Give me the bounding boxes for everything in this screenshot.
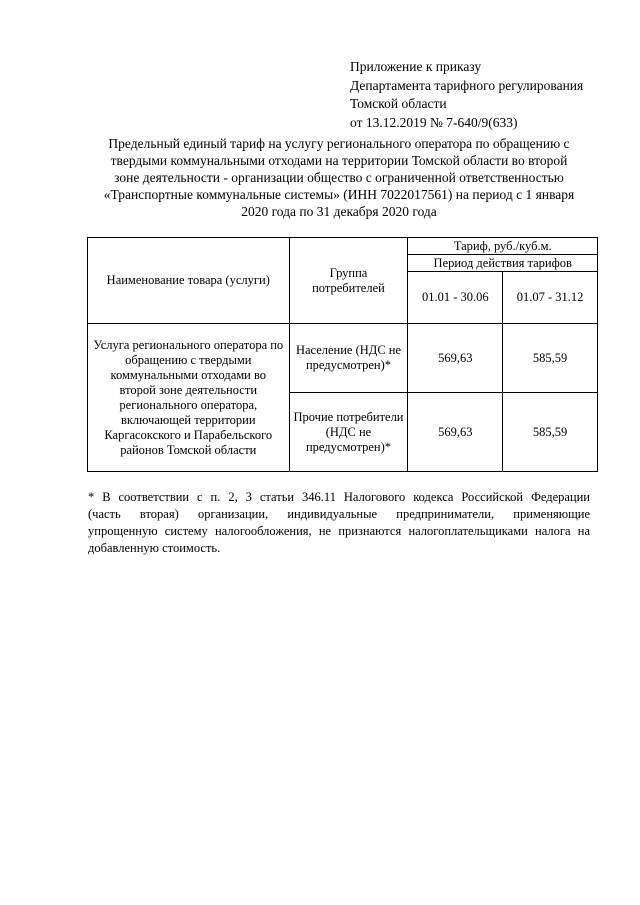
service-name-cell: Услуга регионального оператора по обращению с твердыми коммунальными отходами во второй зоне деятельности регионального оператора, включающей территории Каргасокского и Парабельского районов Томской области bbox=[88, 324, 290, 472]
tariff-value-cell: 569,63 bbox=[408, 324, 503, 393]
appendix-date-line: от 13.12.2019 № 7-640/9(633) bbox=[350, 114, 518, 130]
title-line: твердыми коммунальными отходами на территории Томской области во второй bbox=[110, 153, 568, 168]
appendix-block bbox=[350, 58, 583, 132]
footnote-line: упрощенную систему налогообложения, не признаются налогоплательщиками налога на bbox=[88, 524, 590, 538]
title-line: 2020 года по 31 декабря 2020 года bbox=[241, 204, 437, 219]
tariff-table bbox=[87, 237, 598, 472]
title-line: «Транспортные коммунальные системы» (ИНН 7022017561) на период с 1 января bbox=[103, 187, 575, 202]
header-period-2: 01.07 - 31.12 bbox=[503, 272, 598, 324]
appendix-line: Приложение к приказу bbox=[350, 59, 482, 74]
title-line: зоне деятельности - организации общество с ограниченной ответственностью bbox=[114, 170, 564, 185]
table-row bbox=[88, 324, 598, 393]
consumer-group-cell: Население (НДС не предусмотрен)* bbox=[289, 324, 408, 393]
header-tariff-unit: Тариф, руб./куб.м. bbox=[408, 238, 598, 255]
tariff-value-cell: 569,63 bbox=[408, 393, 503, 472]
header-consumer-group-label: Группа потребителей bbox=[312, 265, 385, 295]
title-line: Предельный единый тариф на услугу регионального оператора по обращению с bbox=[108, 136, 570, 151]
footnote bbox=[88, 489, 590, 557]
appendix-line: Томской области bbox=[350, 96, 447, 111]
document-title bbox=[88, 135, 590, 220]
footnote-line: * В соответствии с п. 2, 3 статьи 346.11 Налогового кодекса Российской Федерации bbox=[88, 490, 590, 504]
tariff-value-cell: 585,59 bbox=[503, 393, 598, 472]
header-consumer-group bbox=[289, 238, 408, 324]
tariff-value-cell: 585,59 bbox=[503, 324, 598, 393]
header-period-1: 01.01 - 30.06 bbox=[408, 272, 503, 324]
consumer-group-cell: Прочие потребители (НДС не предусмотрен)* bbox=[289, 393, 408, 472]
header-period: Период действия тарифов bbox=[408, 255, 598, 272]
appendix-line: Департамента тарифного регулирования bbox=[350, 77, 584, 93]
header-service: Наименование товара (услуги) bbox=[88, 238, 290, 324]
footnote-line: добавленную стоимость. bbox=[88, 541, 221, 555]
footnote-line: (часть вторая) организации, индивидуальные предприниматели, применяющие bbox=[88, 507, 590, 521]
